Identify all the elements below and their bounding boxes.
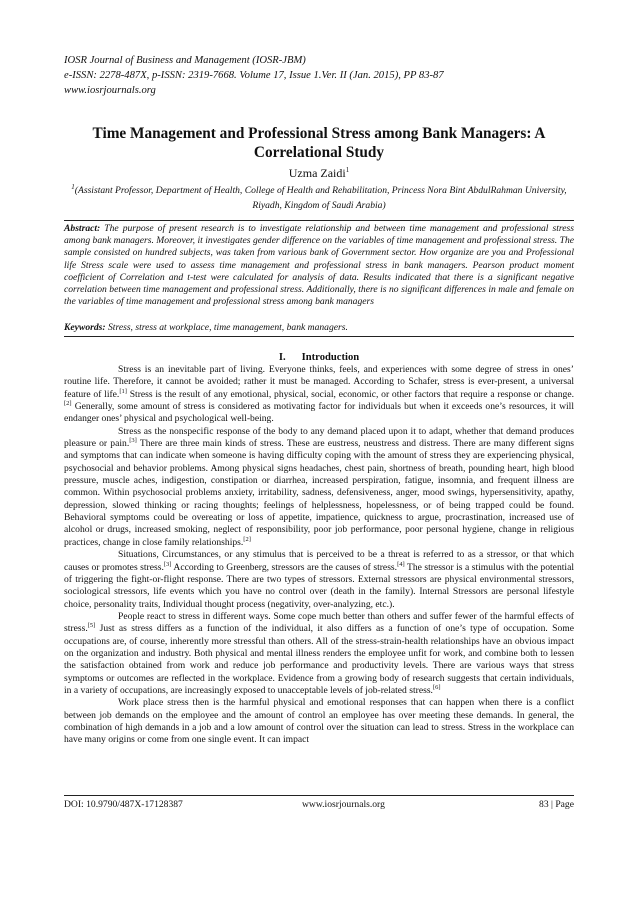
citation-ref: [6] — [432, 683, 441, 691]
text-span: Situations, Circumstances, or any stimulus that is perceived to be a threat is referred to as a stressor, or that which causes or promotes stress. — [64, 549, 574, 573]
paragraph-5 — [64, 697, 574, 746]
text-span: People react to stress in different ways. Some cope much better than others and suffer fewer of the harmful effects of stress. — [64, 610, 574, 635]
section-title: Introduction — [301, 352, 360, 363]
citation-ref: [2] — [64, 399, 72, 407]
keywords-bottom-rule — [64, 336, 574, 337]
footer-doi: DOI: 10.9790/487X-17128387 — [64, 799, 183, 810]
paragraph-3 — [64, 549, 574, 611]
author-affiliation-mark: 1 — [345, 166, 350, 174]
journal-website[interactable]: www.iosrjournals.org — [64, 85, 156, 96]
body-text — [64, 364, 574, 747]
journal-issn: e-ISSN: 2278-487X, p-ISSN: 2319-7668. Volume 17, Issue 1.Ver. II (Jan. 2015), PP 83-87 — [64, 70, 444, 81]
text-span: According to Greenberg, stressors are the causes of stress. — [171, 561, 398, 573]
abstract-label: Abstract: — [64, 223, 101, 234]
text-span: Just as stress differs as a function of the individual, it also differs as a function of one’s type of occupation. Some occupations are, of course, inherently more stressful than others. All of the stress-strain-health relationships have an obvious impact on the organization and industry. Both physical and mental illness renders the employee unfit for work, and combine both to lessen the satisfaction obtained from work and reduce job performance and productivity levels. There are various ways that stress symptoms or outcomes are reflected in the workplace. Evidence from a growing body of research suggests that certain individuals, in a variety of occupations, are increasingly exposed to unacceptable levels of job-related stress. — [64, 623, 574, 696]
section-number: I. — [278, 352, 286, 363]
page-footer — [64, 798, 574, 812]
text-span: Generally, some amount of stress is considered as motivating factor for individuals but when it exceeds one’s resources, it will endanger ones’ physical and psychological well-being. — [64, 401, 574, 425]
citation-ref: [4] — [397, 560, 405, 568]
citation-ref: [2] — [243, 535, 251, 543]
affiliation — [64, 183, 574, 213]
citation-ref: [3] — [129, 436, 137, 444]
text-span: There are three main kinds of stress. These are eustress, neustress and distress. There are many different signs and symptoms that can indicate when someone is having difficulty coping with the amount of stress they are experiencing physical, psychosocial and behavior problems. Among physical signs headaches, chest pain, shortness of breath, pounding heart, high blood pressure, muscle aches, indigestion, constipation or diarrhea, increased perspiration, fatigue, insomnia, and frequent illness are common. Within psychosocial problems anxiety, irritability, sadness, defensiveness, anger, mood swings, hypersensitivity, apathy, depression, slowed thinking or racing thoughts; feelings of helplessness, hopelessness, or of being trapped could be found. Behavioral symptoms could be overeating or loss of appetite, impatience, quickness to argue, procrastination, increased use of alcohol or drugs, increased smoking, neglect of responsibility, poor job performance, poor personal hygiene, change in religious practices, change in close family relationships. — [64, 438, 574, 548]
abstract — [64, 223, 574, 308]
paragraph-2 — [64, 426, 574, 549]
text-span: Stress is an inevitable part of living. Everyone thinks, feels, and experiences with some degree of stress in ones’ routine life. Therefore, it cannot be avoided; rather it must be managed. According to Schafer, stress is ever-present, a universal feature of life. — [64, 364, 574, 400]
text-span: Stress is the result of any emotional, physical, social, economic, or other factors that require a response or change. — [126, 388, 575, 400]
abstract-text: The purpose of present research is to investigate relationship and between time management and professional stress among bank managers. Moreover, it investigates gender difference on the variables of time management and professional stress. The sample consisted on hundred subjects, was taken from various bank of Government sector. How organize are you and Professional life Stress scale were used to assess time management and professional stress in bank managers. Pearson product moment coefficient of Correlation and t-test were calculated for analysis of data. Results indicated that there is a significant negative correlation between time management and professional stress. Additionally, there is no significant differences in male and female on the variables of time management and professional stress among bank managers — [64, 223, 574, 308]
abstract-top-rule — [64, 220, 574, 221]
citation-ref: [1] — [119, 387, 127, 395]
author-name: Uzma Zaidi — [288, 166, 346, 180]
affiliation-text: (Assistant Professor, Department of Health, College of Health and Rehabilitation, Princess Nora Bint AbdulRahman University, Riyadh, Kingdom of Saudi Arabia) — [74, 185, 567, 211]
journal-header — [64, 53, 584, 98]
footer-website[interactable]: www.iosrjournals.org — [302, 799, 385, 810]
footer-rule — [64, 795, 574, 796]
section-heading — [64, 351, 574, 364]
text-span: Stress as the nonspecific response of the body to any demand placed upon it to adapt, whether that demand produces pleasure or pain. — [64, 425, 574, 450]
citation-ref: [3] — [163, 560, 172, 568]
paragraph-1 — [64, 364, 574, 426]
footer-page-number: 83 | Page — [539, 799, 574, 810]
author-line — [64, 166, 574, 181]
keywords-text: Stress, stress at workplace, time management, bank managers. — [107, 322, 348, 333]
keywords-label: Keywords: — [64, 322, 106, 333]
journal-name: IOSR Journal of Business and Management (IOSR-JBM) — [64, 55, 306, 66]
paper-title: Time Management and Professional Stress among Bank Managers: A Correlational Study — [92, 125, 546, 161]
text-span: The stressor is a stimulus with the potential of triggering the fight-or-flight response. There are two types of stressors. External stressors are physical environmental stressors, sociological stressors, life events which you have no control over (death in the family). Internal Stressors are personal lifestyle choice, personality traits, Individual thought process (negativity, over-analyzing, etc.). — [64, 561, 574, 610]
affiliation-mark: 1 — [71, 182, 75, 191]
text-span: Work place stress then is the harmful physical and emotional responses that can happen when there is a conflict between job demands on the employee and the amount of control an employee has over meeting these demands. In general, the combination of high demands in a job and a low amount of control over the situation can lead to stress. Stress in the workplace can have many origins or come from one single event. It can impact — [64, 697, 574, 746]
keywords — [64, 322, 574, 334]
citation-ref: [5] — [87, 622, 96, 630]
paragraph-4 — [64, 611, 574, 697]
